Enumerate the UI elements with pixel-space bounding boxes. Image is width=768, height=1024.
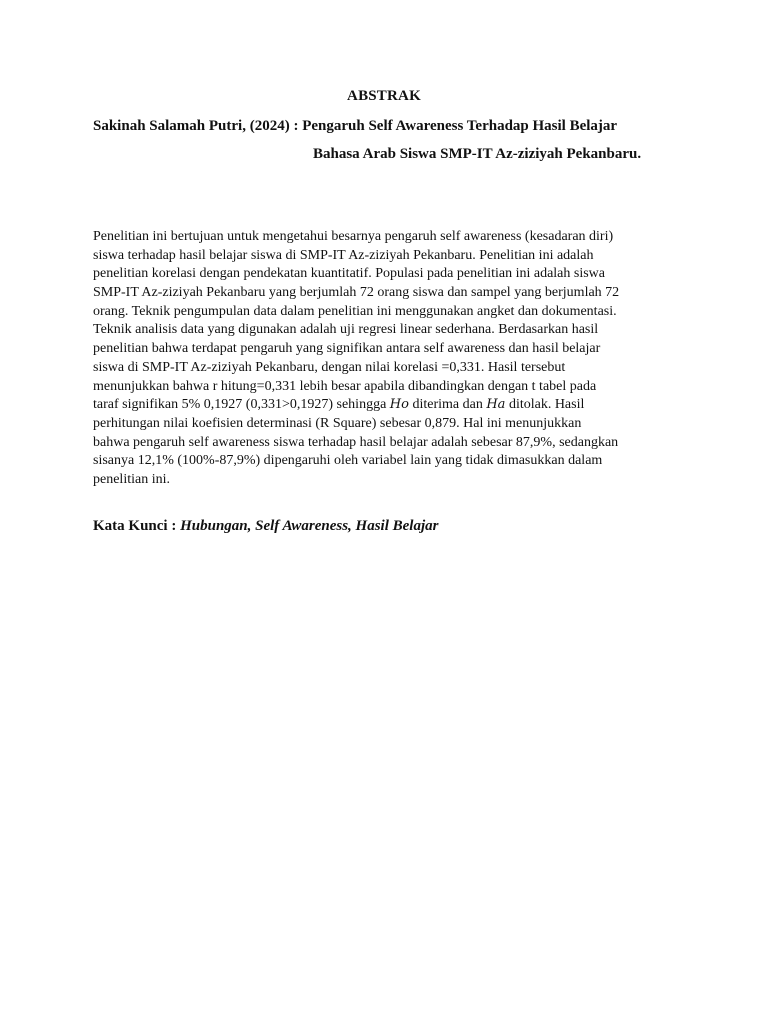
abstract-line: penelitian bahwa terdapat pengaruh yang signifikan antara self awareness dan hasil belajar — [93, 341, 601, 357]
null-hypothesis-symbol: Ho — [389, 397, 409, 413]
abstract-line: Teknik analisis data yang digunakan adalah uji regresi linear sederhana. Berdasarkan hasil — [93, 322, 599, 338]
abstract-line: Penelitian ini bertujuan untuk mengetahui besarnya pengaruh self awareness (kesadaran diri) — [93, 229, 614, 244]
abstract-line: menunjukkan bahwa r hitung=0,331 lebih besar apabila dibandingkan dengan t tabel pada — [93, 378, 597, 394]
abstract-heading: ABSTRAK — [347, 88, 421, 104]
abstract-line: penelitian korelasi dengan pendekatan kuantitatif. Populasi pada penelitian ini adalah siswa — [93, 266, 606, 282]
keywords — [93, 518, 438, 535]
abstract-line: perhitungan nilai koefisien determinasi (R Square) sebesar 0,879. Hal ini menunjukkan — [93, 415, 582, 431]
abstract-line: siswa terhadap hasil belajar siswa di SMP-IT Az-ziziyah Pekanbaru. Penelitian ini adalah — [93, 247, 594, 263]
citation-line-2: Bahasa Arab Siswa SMP-IT Az-ziziyah Pekanbaru. — [313, 146, 642, 162]
abstract-body — [93, 228, 683, 490]
abstract-text-segment: taraf signifikan 5% 0,1927 (0,331>0,1927) sehingga — [93, 397, 390, 413]
abstract-text-segment: ditolak. Hasil — [505, 397, 585, 413]
abstract-line: bahwa pengaruh self awareness siswa terhadap hasil belajar adalah sebesar 87,9%, sedangkan — [93, 434, 619, 450]
abstract-line-hypothesis — [93, 396, 683, 415]
abstract-line: SMP-IT Az-ziziyah Pekanbaru yang berjumlah 72 orang siswa dan sampel yang berjumlah 72 — [93, 285, 620, 301]
abstract-text-segment: diterima dan — [408, 397, 487, 413]
keywords-label: Kata Kunci : — [93, 518, 181, 534]
citation-line-1: Sakinah Salamah Putri, (2024) : Pengaruh Self Awareness Terhadap Hasil Belajar — [93, 118, 618, 134]
abstract-line: orang. Teknik pengumpulan data dalam penelitian ini menggunakan angket dan dokumentasi. — [93, 303, 617, 319]
abstract-line: siswa di SMP-IT Az-ziziyah Pekanbaru, dengan nilai korelasi =0,331. Hasil tersebut — [93, 359, 566, 375]
abstract-line: penelitian ini. — [93, 471, 170, 487]
abstract-line: sisanya 12,1% (100%-87,9%) dipengaruhi oleh variabel lain yang tidak dimasukkan dalam — [93, 453, 603, 469]
alternative-hypothesis-symbol: Ha — [486, 397, 506, 413]
keywords-values: Hubungan, Self Awareness, Hasil Belajar — [180, 518, 439, 534]
